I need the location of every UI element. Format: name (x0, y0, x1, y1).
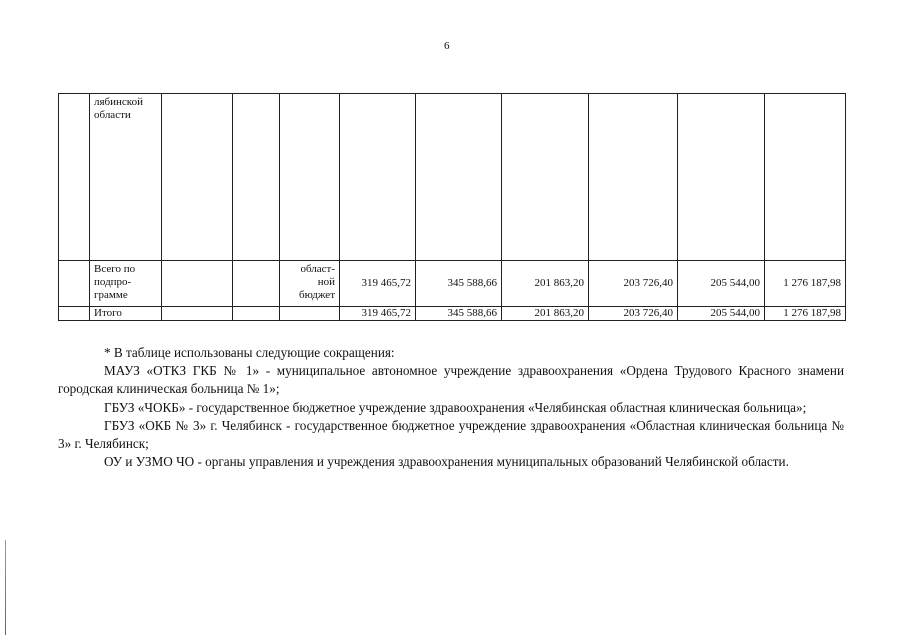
note-item: ОУ и УЗМО ЧО - органы управления и учреждения здравоохранения муниципальных образований Челябинской области. (104, 454, 789, 470)
funding-source (280, 307, 340, 321)
value-cell: 345 588,66 (416, 261, 502, 307)
value-cell: 205 544,00 (678, 307, 765, 321)
value-cell: 201 863,20 (502, 307, 589, 321)
row-name: Итого (90, 307, 162, 321)
note-item: МАУЗ «ОТКЗ ГКБ № 1» - муниципальное автономное учреждение здравоохранения «Ордена Трудового Красного знамени городская клиническая больница № 1»; (58, 363, 844, 397)
table-cell (162, 307, 233, 321)
value-cell: 203 726,40 (589, 261, 678, 307)
table-cell (233, 94, 280, 261)
row-name: лябинской области (90, 94, 162, 261)
value-cell: 319 465,72 (340, 307, 416, 321)
value-cell (502, 94, 589, 261)
total-cell: 1 276 187,98 (765, 307, 846, 321)
total-cell (765, 94, 846, 261)
value-cell: 345 588,66 (416, 307, 502, 321)
table-row (59, 261, 846, 307)
note-item: ГБУЗ «ОКБ № 3» г. Челябинск - государственное бюджетное учреждение здравоохранения «Областная клиническая больница № 3» г. Челябинск; (58, 417, 844, 452)
table-cell (59, 94, 90, 261)
table-cell (59, 261, 90, 307)
total-cell: 1 276 187,98 (765, 261, 846, 307)
scan-edge-mark (5, 540, 6, 635)
table-cell (162, 261, 233, 307)
value-cell (589, 94, 678, 261)
value-cell: 205 544,00 (678, 261, 765, 307)
value-cell (340, 94, 416, 261)
table-row (59, 94, 846, 261)
page-number: 6 (444, 40, 450, 52)
value-cell (416, 94, 502, 261)
abbreviations-notes (58, 344, 844, 471)
note-item: ГБУЗ «ЧОКБ» - государственное бюджетное учреждение здравоохранения «Челябинская областная клиническая больница»; (104, 399, 807, 415)
funding-source: област- ной бюджет (280, 261, 340, 307)
table-cell (233, 307, 280, 321)
table-row (59, 307, 846, 321)
budget-table (58, 93, 846, 321)
table-cell (59, 307, 90, 321)
table-cell (233, 261, 280, 307)
value-cell: 201 863,20 (502, 261, 589, 307)
notes-heading: * В таблице использованы следующие сокращения: (104, 345, 395, 360)
table-cell (162, 94, 233, 261)
funding-source (280, 94, 340, 261)
value-cell: 319 465,72 (340, 261, 416, 307)
value-cell: 203 726,40 (589, 307, 678, 321)
row-name: Всего по подпро- грамме (90, 261, 162, 307)
value-cell (678, 94, 765, 261)
